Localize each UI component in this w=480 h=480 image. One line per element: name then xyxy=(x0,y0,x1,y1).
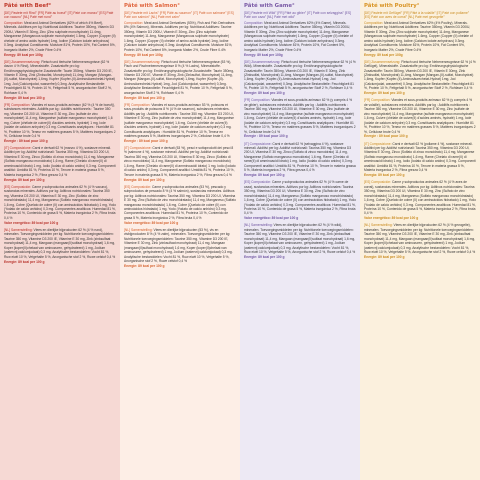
energy-value: Energy: 89 kcal per 100g xyxy=(4,52,43,57)
composition-heading: [DE] Zusammensetzung: xyxy=(244,59,281,64)
composition-text: Meat and Animal Derivatives (62% of which 4% Beef), Minerals. Additives per kg: Nutritional Additives: Taurine 350mg, Vitamin D3 200IU, Vitamin E 30mg, Zinc (Zinc sulphate monohydrate) 11.4mg, Manganese (Manganous sulphate monohydrate) 1.6mg, Copper (Copper (II) chelate of amino acids hydrate) 1mg, Iodine (Calcium iodate anhydrous) 0.3mg. Analytical Constituents: Moisture 81%, Protein 10%, Fat Content 5%, Inorganic Matter 2%, Crude Fibre 0.4% xyxy=(4,20,116,52)
composition-heading: Composition: xyxy=(124,20,144,25)
language-block xyxy=(244,60,356,96)
composition-text: Carni e derivati 62 % (pollame 4 %), sostanze minerali. Additivi per kg: Additivi nutrizionali: Taurina 350 mg, Vitamina D3 200 UI, Vitamina E 30 mg, Zinco (Solfato di zinco monoidrato) 11,4 mg, Manganese (Solfato manganoso monoidrato) 1,6 mg, Rame (Chelato di rame(II) di amminoacidi idrato) 1 mg, Iodio (Iodato di calcio anidro) 0,3 mg. Componenti analitici: Umidità 81 %, Proteina 10 %, Tenore in materia grassa 5 %, Materia inorganica 2 %, Fibra grezza 0,4 % xyxy=(364,141,476,173)
energy-value: Valor energético: 89 kcal por 100 g xyxy=(4,220,59,225)
energy-value: Valor energético: 89 kcal por 100 g xyxy=(364,216,419,221)
composition-text: Carni e derivati 62 % (selvaggina 4 %), sostanze minerali. Additivi per kg: Additivi nutrizionali: Taurina 350 mg, Vitamina D3 200 UI, Vitamina E 30 mg, Zinco (Solfato di zinco monoidrato) 11,4 mg, Manganese (Solfato manganoso monoidrato) 1,6 mg, Rame (Chelato di rame(II) di amminoacidi idrato) 1 mg, Iodio (Iodato di calcio anidro) 0,3 mg. Componenti analitici: Umidità 81 %, Proteina 10 %, Tenore in materia grassa 5 %, Materia inorganica 2 %, Fibra grezza 0,4 % xyxy=(244,141,356,173)
product-title: Pâté with Beef° xyxy=(4,3,52,9)
composition-text: Viandes et sous-produits animaux 62 % (y compris 4 % de volaille), substances minérales. Additifs par kg : Additifs nutritionnels : Taurine 350 mg, Vitamine D3 200 UI, Vitamine E 30 mg, Zinc (sulfate de zinc monohydraté) 11,4 mg, Manganèse (sulfate manganeux monohydraté) 1,6 mg, Cuivre (chélate de cuivre(II) d'acides aminés, hydraté) 1 mg, Iode (iodate de calcium anhydre) 0,3 mg. Constituants analytiques : Humidité 81 %, Protéine 10 %, Teneur en matières grasses 5 %, Matières inorganiques 2 %, Cellulose brute 0,4 % xyxy=(364,98,476,134)
composition-heading: Composition: xyxy=(244,20,264,25)
composition-heading: [ES] Composición: xyxy=(4,184,32,189)
energy-value: Énergie : 89 kcal pour 100 g xyxy=(124,138,168,143)
energy-value: Energie: 89 kcal pro 100 g xyxy=(4,95,45,100)
composition-text: Carne y subproductos animales 62 % (4 % vacuno), sustancias minerales. Aditivos por kg: Aditivos nutricionales: Taurina 350 mg, Vitamina D3 200 UI, Vitamina E 30 mg, Zinc (Sulfato de zinc monohidratado) 11,4 mg, Manganeso (Sulfato manganoso monohidratado) 1,6 mg, Cobre (Quelato de cobre (II) con aminoácidos hidratado) 1 mg, Yodo (Yodato de calcio anhidro) 0,3 mg. Componentes analíticos: Humedad 81 %, Proteína 10 %, Contenido de grasa 5 %, Materia inorgánica 2 %, Fibra bruta 0,4 % xyxy=(4,184,116,220)
composition-heading: [FR] Composition: xyxy=(364,98,391,103)
composition-text: Viandes et sous-produits animaux 62 % (y compris 4 % de gibier), substances minérales. Additifs par kg : Additifs nutritionnels : Taurine 350 mg, Vitamine D3 200 UI, Vitamine E 30 mg, Zinc (sulfate de zinc monohydraté) 11,4 mg, Manganèse (sulfate manganeux monohydraté) 1,6 mg, Cuivre (chélate de cuivre(II) d'acides aminés, hydraté) 1 mg, Iode (iodate de calcium anhydre) 0,3 mg. Constituants analytiques : Humidité 81 %, Protéine 10 %, Teneur en matières grasses 5 %, Matières inorganiques 2 %, Cellulose brute 0,4 % xyxy=(244,98,356,134)
composition-text: Meat and Animal Derivatives 62% (4% Poultry), Minerals. Additives per kg: Nutritional Additives: Taurine 350mg, Vitamin D3 200IU, Vitamin E 30mg, Zinc (Zinc sulphate monohydrate) 11.4mg, Manganese (Manganous sulphate monohydrate) 1.6mg, Copper (Copper (II) chelate of amino acids hydrate) 1mg, Iodine (Calcium iodate anhydrous) 0.3mg. Analytical Constituents: Moisture 81%, Protein 10%, Fat Content 5%, Inorganic Matter 2%, Crude Fibre 0.4% xyxy=(364,20,473,52)
energy-value: Energia: 89 kcal per 100 g xyxy=(244,173,285,178)
column-beef xyxy=(0,0,120,480)
language-block xyxy=(244,98,356,139)
composition-heading: [ES] Composición: xyxy=(244,180,272,185)
language-block xyxy=(124,21,236,57)
energy-value: Valor energético: 89 kcal por 100 g xyxy=(244,216,299,221)
energy-value: Energie: 89 kcal per 100 g xyxy=(364,255,405,260)
composition-heading: [FR] Composition: xyxy=(4,102,31,107)
energy-value: Energie: 89 kcal per 100 g xyxy=(244,255,285,260)
column-game xyxy=(240,0,360,480)
energy-value: Energie: 89 kcal pro 100 g xyxy=(124,95,165,100)
composition-heading: [NL] Samenstelling: xyxy=(4,227,33,232)
energy-value: Energia: 89 kcal per 100 g xyxy=(364,173,405,178)
language-block xyxy=(244,223,356,259)
energy-value: Energie: 89 kcal per 100 g xyxy=(124,263,165,268)
composition-heading: [DE] Zusammensetzung: xyxy=(364,59,401,64)
energy-value: Énergie : 89 kcal pour 100 g xyxy=(244,134,288,139)
composition-heading: [IT] Composizione: xyxy=(364,141,392,146)
language-block xyxy=(4,185,116,226)
language-block xyxy=(4,103,116,144)
product-title: Pâté with Salmon° xyxy=(124,3,180,9)
energy-value: Energia: 89 kcal per 100 g xyxy=(4,177,45,182)
language-block xyxy=(124,146,236,182)
composition-text: Viandes et sous-produits animaux 53 %, poissons et sous-produits de poissons 8 % (4 % de saumon), substances minérales. Additifs par kg : Additifs nutritionnels : Taurine 350 mg, Vitamine D3 200 UI, Vitamine E 30 mg, Zinc (sulfate de zinc monohydraté) 11,4 mg, Manganèse (sulfate manganeux monohydraté) 1,6 mg, Cuivre (chélate de cuivre(II) d'acides aminés, hydraté) 1 mg, Iode (iodate de calcium anhydre) 0,3 mg. Constituants analytiques : Humidité 81 %, Protéine 10 %, Teneur en matières grasses 5 %, Matières inorganiques 2 %, Cellulose brute 0,4 % xyxy=(124,102,235,138)
composition-heading: [ES] Composición: xyxy=(364,180,392,185)
language-block xyxy=(364,21,476,57)
product-subtitle-translations: [DE] Pastete mit Wild° [FR] Pâté au gibier° [IT] Patè con selvaggina° [ES] Paté con caza° [NL] Paté met wild° xyxy=(244,10,351,19)
energy-value: Energy: 89 kcal per 100g xyxy=(124,52,163,57)
language-block xyxy=(364,98,476,139)
composition-text: Carne y subproductos animales (53 %), pescado y subproductos de pescado 8 % (4 % salmón), sustancias minerales. Aditivos por kg: Aditivos nutricionales: Taurina 350 mg, Vitamina D3 200 UI, Vitamina E 30 mg, Zinc (Sulfato de zinc monohidratado) 11,4 mg, Manganeso (Sulfato manganoso monohidratado) 1,6 mg, Cobre (Quelato de cobre (II) con aminoácidos hidratado) 1 mg, Yodo (Yodato de calcio anhidro) 0,3 mg. Componentes analíticos: Humedad 81 %, Proteína 10 %, Contenido de grasa 5 %, Materia inorgánica 2 %, Fibra bruta 0,4 % xyxy=(124,184,236,220)
language-block xyxy=(4,146,116,182)
energy-value: Valor energético: 89 kcal por 100 g xyxy=(124,220,179,225)
language-block xyxy=(124,60,236,101)
language-block xyxy=(244,142,356,178)
composition-text: Fleisch und tierische Nebenerzeugnisse 62 % (4 % Wild), Mineralstoffe. Zusatzstoffe pro kg: Ernährungsphysiologische Zusatzstoffe: Taurin 350mg, Vitamin D3 200 IE, Vitamin E 30mg, Zink (Zinksulfat, Monohydrat) 11,4mg, Mangan (Mangan-(II)-sulfat, Monohydrat) 1,6mg, Kupfer (Kupfer-(II)-Aminosäurechelat-Hydrat) 1mg, Jod (Calciumjodat, wasserfrei) 0,3mg. Analytische Bestandteile: Feuchtigkeit 81 %, Protein 10 %, Fettgehalt 5 %, anorganischer Stoff 2 %, Rohfaser 0,4 % xyxy=(244,59,356,91)
composition-text: Carne y subproductos animales 62 % (4 % carne de caza), sustancias minerales. Aditivos por kg: Aditivos nutricionales: Taurina 350 mg, Vitamina D3 200 UI, Vitamina E 30 mg, Zinc (Sulfato de zinc monohidratado) 11,4 mg, Manganeso (Sulfato manganoso monohidratado) 1,6 mg, Cobre (Quelato de cobre (II) con aminoácidos hidratado) 1 mg, Yodo (Yodato de calcio anhidro) 0,3 mg. Componentes analíticos: Humedad 81 %, Proteína 10 %, Contenido de grasa 5 %, Materia inorgánica 2 %, Fibra bruta 0,4 % xyxy=(244,180,356,216)
composition-text: Carne y subproductos animales 62 % (4 % aves de corral), sustancias minerales. Aditivos por kg: Aditivos nutricionales: Taurina 350 mg, Vitamina D3 200 UI, Vitamina E 30 mg, Zinc (Sulfato de zinc monohidratado) 11,4 mg, Manganeso (Sulfato manganoso monohidratado) 1,6 mg, Cobre (Quelato de cobre (II) con aminoácidos hidratado) 1 mg, Yodo (Yodato de calcio anhidro) 0,3 mg. Componentes analíticos: Humedad 81 %, Proteína 10 %, Contenido de grasa 5 %, Materia inorgánica 2 %, Fibra bruta 0,4 % xyxy=(364,180,476,216)
language-block xyxy=(244,21,356,57)
composition-text: Fleisch und tierische Nebenerzeugnisse (53 %), Fisch und Fischnebenerzeugnisse 8 % (4 % Lachs), Mineralstoffe. Zusatzstoffe pro kg: Ernährungsphysiologische Zusatzstoffe: Taurin 350mg, Vitamin D3 200 IE, Vitamin E 30mg, Zink (Zinksulfat, Monohydrat) 11,4mg, Mangan (Mangan-(II)-sulfat, Monohydrat) 1,6mg, Kupfer (Kupfer-(II)-Aminosäurechelat-Hydrat) 1mg, Jod (Calciumjodat, wasserfrei) 0,3mg. Analytische Bestandteile: Feuchtigkeit 81 %, Protein 10 %, Fettgehalt 5 %, anorganischer Stoff 2 %, Rohfaser 0,4 % xyxy=(124,59,234,95)
energy-value: Energia: 89 kcal per 100 g xyxy=(124,177,165,182)
composition-heading: Composition: xyxy=(364,20,384,25)
composition-heading: Composition: xyxy=(4,20,24,25)
composition-heading: [ES] Composición: xyxy=(124,184,152,189)
composition-text: Vlees en dierlijke bijproducten (53 %), vis en visbijproducten 8 % (4 % zalm), mineralen. Toevoegingsmiddelen per kg: Nutritionele toevoegingsmiddelen: Taurine 350 mg, Vitamine D3 200 IE, Vitamine E 30 mg, Zink (zinksulfaat monohydraat) 11,4 mg, Mangaan (mangaan(II)sulfaat monohydraat) 1,6 mg, Koper (koper(II)chelaat van aminozuren, gehydrateerd) 1 mg, Jodium (watervrij calciumjodaat) 0,3 mg. Analytische bestanddelen: Vocht 81 %, Ruw eiwit 10 %, Vetgehalte 5 %, Anorganische stof 2 %, Ruwe celstof 0,4 % xyxy=(124,227,233,264)
language-block xyxy=(364,142,476,178)
composition-text: Fleisch und tierische Nebenerzeugnisse 62 % (4 % Geflügel), Mineralstoffe. Zusatzstoffe pro kg: Ernährungsphysiologische Zusatzstoffe: Taurin 350mg, Vitamin D3 200 IE, Vitamin E 30mg, Zink (Zinksulfat, Monohydrat) 11,4mg, Mangan (Mangan-(II)-sulfat, Monohydrat) 1,6mg, Kupfer (Kupfer-(II)-Aminosäurechelat-Hydrat) 1mg, Jod (Calciumjodat, wasserfrei) 0,3mg. Analytische Bestandteile: Feuchtigkeit 81 %, Protein 10 %, Fettgehalt 5 %, anorganischer Stoff 2 %, Rohfaser 0,4 % xyxy=(364,59,476,91)
composition-text: Vlees en dierlijke bijproducten 62 % (4 % wild), mineralen. Toevoegingsmiddelen per kg: Nutritionele toevoegingsmiddelen: Taurine 350 mg, Vitamine D3 200 IE, Vitamine E 30 mg, Zink (zinksulfaat monohydraat) 11,4 mg, Mangaan (mangaan(II)sulfaat monohydraat) 1,6 mg, Koper (koper(II)chelaat van aminozuren, gehydrateerd) 1 mg, Jodium (watervrij calciumjodaat) 0,3 mg. Analytische bestanddelen: Vocht 81 %, Ruw eiwit 10 %, Vetgehalte 5 %, Anorganische stof 2 %, Ruwe celstof 0,4 % xyxy=(244,223,356,255)
language-block xyxy=(4,228,116,264)
product-title: Pâté with Game° xyxy=(244,3,295,9)
product-subtitle-translations: [DE] Pastete mit Rind° [FR] Pâté au boeuf° [IT] Patè con manzo° [ES] Paté con vacuno° [NL] Paté met rund° xyxy=(4,10,114,19)
energy-value: Energy: 89 kcal per 100g xyxy=(244,52,283,57)
energy-value: Énergie : 89 kcal pour 100 g xyxy=(364,134,408,139)
product-subtitle-translations: [DE] Pastete mit Geflügel° [FR] Pâté à la volaille° [IT] Patè con pollame° [ES] Paté con aves de corral° [NL] Paté met gevogelte° xyxy=(364,10,470,19)
column-poultry xyxy=(360,0,480,480)
energy-value: Energie: 89 kcal pro 100 g xyxy=(244,91,285,96)
composition-heading: [DE] Zusammensetzung: xyxy=(124,59,161,64)
language-block xyxy=(124,228,236,269)
language-block xyxy=(4,21,116,57)
energy-value: Energie: 89 kcal pro 100 g xyxy=(364,91,405,96)
language-block xyxy=(364,180,476,221)
composition-heading: [IT] Composizione: xyxy=(4,145,32,150)
composition-text: Fleisch und tierische Nebenerzeugnisse (62 % davon 4 % Rind), Mineralstoffe. Zusatzstoffe pro kg: Ernährungsphysiologische Zusatzstoffe: Taurin 350mg, Vitamin D3 200 IE, Vitamin E 30mg, Zink (Zinksulfat, Monohydrat) 11,4mg, Mangan (Mangan-(II)-sulfat, Monohydrat) 1,6mg, Kupfer (Kupfer-(II)-Aminosäurechelat-Hydrat) 1mg, Jod (Calciumjodat, wasserfrei) 0,3mg. Analytische Bestandteile: Feuchtigkeit 81 %, Protein 10 %, Fettgehalt 5 %, anorganischer Stoff 2 %, Rohfaser 0,4 % xyxy=(4,59,116,95)
energy-value: Energy: 89 kcal per 100g xyxy=(364,52,403,57)
product-subtitle-translations: [DE] Pastete mit Lachs° [FR] Pâté au saumon° [IT] Patè con salmone° [ES] Paté con salmón° [NL] Paté met zalm° xyxy=(124,10,234,19)
composition-heading: [FR] Composition: xyxy=(124,102,151,107)
energy-value: Energie: 89 kcal per 100 g xyxy=(4,259,45,264)
language-block xyxy=(124,185,236,226)
composition-text: Meat and Animal Derivatives 62% (4% Game), Minerals. Additives per kg: Nutritional Additives: Taurine 350mg, Vitamin D3 200IU, Vitamin E 30mg, Zinc (Zinc sulphate monohydrate) 11.4mg, Manganese (Manganous sulphate monohydrate) 1.6mg, Copper (Copper (II) chelate of amino acids hydrate) 1mg, Iodine (Calcium iodate anhydrous) 0.3mg. Analytical Constituents: Moisture 81%, Protein 10%, Fat Content 5%, Inorganic Matter 2%, Crude Fibre 0.4% xyxy=(244,20,353,52)
composition-heading: [NL] Samenstelling: xyxy=(364,223,393,228)
composition-heading: [NL] Samenstelling: xyxy=(244,223,273,228)
composition-heading: [IT] Composizione: xyxy=(244,141,272,146)
column-salmon xyxy=(120,0,240,480)
composition-text: Carni e derivati 62 % (manzo 4 %), sostanze minerali. Additivi per kg: Additivi nutrizionali: Taurina 350 mg, Vitamina D3 200 UI, Vitamina E 30 mg, Zinco (Solfato di zinco monoidrato) 11,4 mg, Manganese (Solfato manganoso monoidrato) 1,6 mg, Rame (Chelato di rame(II) di amminoacidi idrato) 1 mg, Iodio (Iodato di calcio anidro) 0,3 mg. Componenti analitici: Umidità 81 %, Proteina 10 %, Tenore in materia grassa 5 %, Materia inorganica 2 %, Fibra grezza 0,4 % xyxy=(4,145,116,177)
language-block xyxy=(124,103,236,144)
composition-heading: [NL] Samenstelling: xyxy=(124,227,153,232)
language-block xyxy=(244,180,356,221)
energy-value: Énergie : 89 kcal pour 100 g xyxy=(4,138,48,143)
language-block xyxy=(364,60,476,96)
product-title: Pâté with Poultry° xyxy=(364,3,420,9)
composition-heading: [FR] Composition: xyxy=(244,98,271,103)
composition-text: Vlees en dierlijke bijproducten 62 % (4 % rund), mineralen. Toevoegingsmiddelen per kg: Nutritionele toevoegingsmiddelen: Taurine 350 mg, Vitamine D3 200 IE, Vitamine E 30 mg, Zink (zinksulfaat monohydraat) 11,4 mg, Mangaan (mangaan(II)sulfaat monohydraat) 1,6 mg, Koper (koper(II)chelaat van aminozuren, gehydrateerd) 1 mg, Jodium (watervrij calciumjodaat) 0,3 mg. Analytische bestanddelen: Vocht 81 %, Ruw eiwit 10 %, Vetgehalte 5 %, Anorganische stof 2 %, Ruwe celstof 0,4 % xyxy=(4,227,116,259)
composition-text: Meat and Animal Derivatives (53%), Fish and Fish Derivatives 8% (4% Salmon), Minerals. Additives per kg: Nutritional Additives: Taurine 350mg, Vitamin D3 200IU, Vitamin E 30mg, Zinc (Zinc sulphate monohydrate) 11.4mg, Manganese (Manganous sulphate monohydrate) 1.6mg, Copper (Copper (II) chelate of amino acids hydrate) 1mg, Iodine (Calcium iodate anhydrous) 0.3mg. Analytical Constituents: Moisture 81%, Protein 10%, Fat Content 5%, Inorganic Matter 2%, Crude Fibre 0.4% xyxy=(124,20,235,52)
composition-text: Carni e derivati (53 %), pesci e sottoprodotti dei pesci 8 % (salmone 4 %), sostanze minerali. Additivi per kg: Additivi nutrizionali: Taurina 350 mg, Vitamina D3 200 UI, Vitamina E 30 mg, Zinco (Solfato di zinco monoidrato) 11,4 mg, Manganese (Solfato manganoso monoidrato) 1,6 mg, Rame (Chelato di rame(II) di amminoacidi idrato) 1 mg, Iodio (Iodato di calcio anidro) 0,3 mg. Componenti analitici: Umidità 81 %, Proteina 10 %, Tenore in materia grassa 5 %, Materia inorganica 2 %, Fibra grezza 0,4 % xyxy=(124,145,236,177)
language-block xyxy=(4,60,116,101)
composition-heading: [IT] Composizione: xyxy=(124,145,152,150)
language-block xyxy=(364,223,476,259)
composition-text: Viandes et sous-produits animaux (62 % (4 % de boeuf)), substances minérales. Additifs par kg : Additifs nutritionnels : Taurine 350 mg, Vitamine D3 200 UI, Vitamine E 30 mg, Zinc (sulfate de zinc monohydraté) 11,4 mg, Manganèse (sulfate manganeux monohydraté) 1,6 mg, Cuivre (chélate de cuivre(II) d'acides aminés, hydraté) 1 mg, Iode (iodate de calcium anhydre) 0,3 mg. Constituants analytiques : Humidité 81 %, Protéine 10 %, Teneur en matières grasses 5 %, Matières inorganiques 2 %, Cellulose brute 0,4 % xyxy=(4,102,116,138)
composition-heading: [DE] Zusammensetzung: xyxy=(4,59,41,64)
composition-text: Vlees en dierlijke bijproducten 62 % (4 % gevogelte), mineralen. Toevoegingsmiddelen per kg: Nutritionele toevoegingsmiddelen: Taurine 350 mg, Vitamine D3 200 IE, Vitamine E 30 mg, Zink (zinksulfaat monohydraat) 11,4 mg, Mangaan (mangaan(II)sulfaat monohydraat) 1,6 mg, Koper (koper(II)chelaat van aminozuren, gehydrateerd) 1 mg, Jodium (watervrij calciumjodaat) 0,3 mg. Analytische bestanddelen: Vocht 81 %, Ruw eiwit 10 %, Vetgehalte 5 %, Anorganische stof 2 %, Ruwe celstof 0,4 % xyxy=(364,223,476,255)
